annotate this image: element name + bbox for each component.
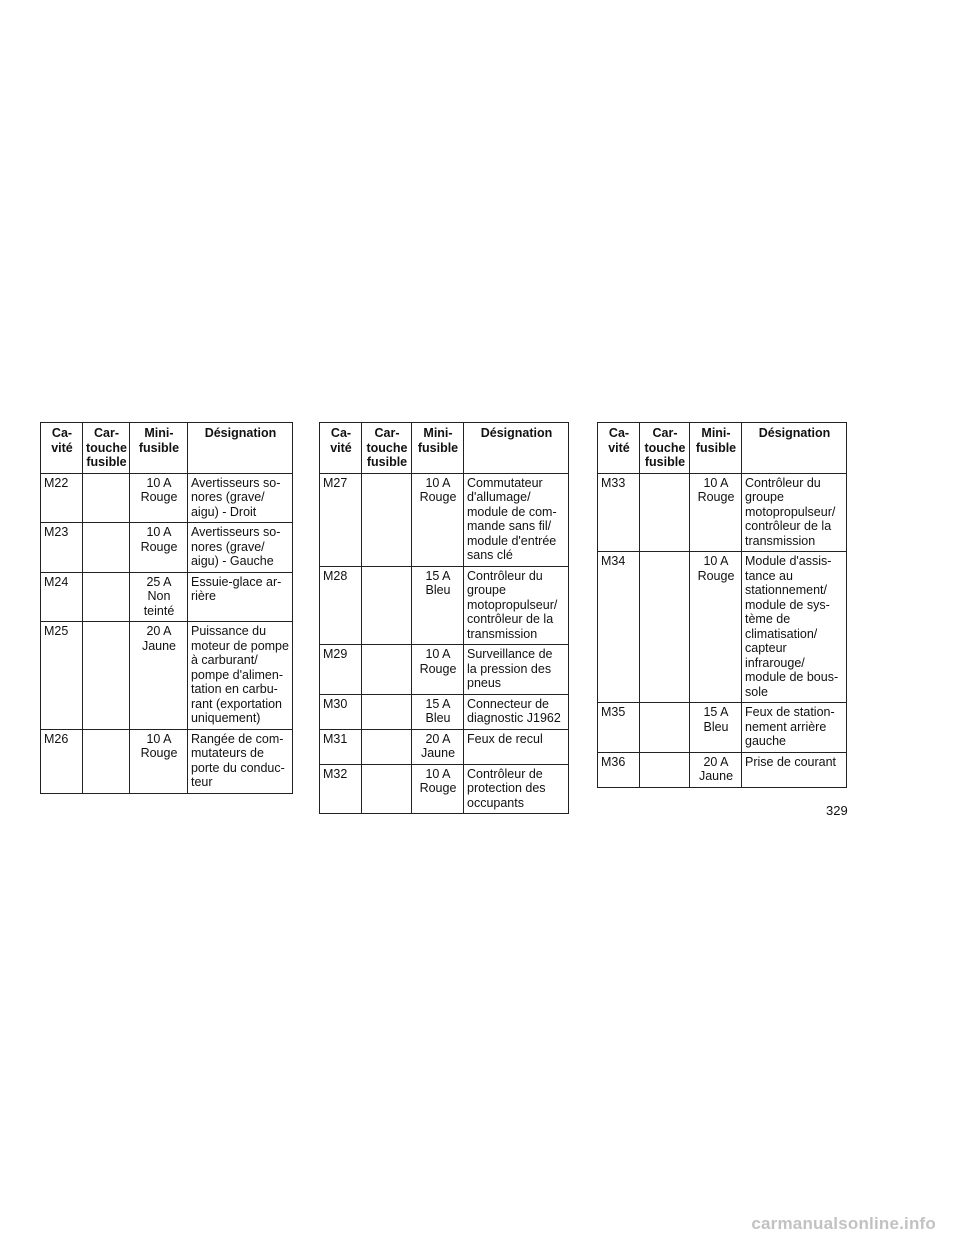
cell-mini: 10 A Rouge xyxy=(129,523,187,573)
page-number: 329 xyxy=(826,803,848,818)
cell-mini: 20 A Jaune xyxy=(129,622,187,730)
cell-cartridge xyxy=(640,703,690,753)
table-row xyxy=(598,752,847,787)
table-row xyxy=(41,729,293,793)
header-cartridge-fuse: Car- touche fusible xyxy=(83,423,130,474)
cell-cartridge xyxy=(362,566,412,645)
cell-designation: Feux de station- nement arrière gauche xyxy=(742,703,847,753)
header-cavity: Ca- vité xyxy=(320,423,362,474)
header-mini-fuse: Mini- fusible xyxy=(129,423,187,474)
cell-mini: 10 A Rouge xyxy=(412,473,464,566)
table-row xyxy=(598,473,847,552)
cell-mini: 10 A Rouge xyxy=(129,729,187,793)
cell-cavity: M25 xyxy=(41,622,83,730)
fuse-table-1 xyxy=(40,422,293,794)
header-mini-fuse: Mini- fusible xyxy=(690,423,742,474)
cell-cavity: M28 xyxy=(320,566,362,645)
cell-cartridge xyxy=(83,473,130,523)
cell-designation: Prise de courant xyxy=(742,752,847,787)
cell-mini: 15 A Bleu xyxy=(690,703,742,753)
table-row xyxy=(41,473,293,523)
header-cartridge-fuse: Car- touche fusible xyxy=(362,423,412,474)
cell-mini: 10 A Rouge xyxy=(690,473,742,552)
cell-cavity: M30 xyxy=(320,694,362,729)
cell-designation: Module d'assis- tance au stationnement/ module de sys- tème de climatisation/ capteur infrarouge/ module de bous- sole xyxy=(742,552,847,703)
cell-designation: Feux de recul xyxy=(464,729,569,764)
cell-mini: 10 A Rouge xyxy=(129,473,187,523)
cell-designation: Avertisseurs so- nores (grave/ aigu) - Droit xyxy=(187,473,292,523)
cell-designation: Essuie-glace ar- rière xyxy=(187,572,292,622)
cell-cavity: M34 xyxy=(598,552,640,703)
cell-designation: Puissance du moteur de pompe à carburant/ pompe d'alimen- tation en carbu- rant (exportation uniquement) xyxy=(187,622,292,730)
cell-cavity: M33 xyxy=(598,473,640,552)
header-mini-fuse: Mini- fusible xyxy=(412,423,464,474)
cell-mini: 20 A Jaune xyxy=(412,729,464,764)
table-row xyxy=(41,523,293,573)
cell-designation: Contrôleur de protection des occupants xyxy=(464,764,569,814)
cell-cavity: M31 xyxy=(320,729,362,764)
header-cavity: Ca- vité xyxy=(41,423,83,474)
cell-cavity: M35 xyxy=(598,703,640,753)
cell-mini: 10 A Rouge xyxy=(412,645,464,695)
cell-cavity: M27 xyxy=(320,473,362,566)
header-designation: Désignation xyxy=(464,423,569,474)
cell-cartridge xyxy=(640,752,690,787)
table-header-row xyxy=(41,423,293,474)
table-header-row xyxy=(598,423,847,474)
cell-cartridge xyxy=(362,645,412,695)
cell-cavity: M32 xyxy=(320,764,362,814)
table-row xyxy=(598,552,847,703)
cell-cartridge xyxy=(83,572,130,622)
cell-mini: 15 A Bleu xyxy=(412,566,464,645)
table-row xyxy=(320,764,569,814)
cell-cavity: M22 xyxy=(41,473,83,523)
header-cartridge-fuse: Car- touche fusible xyxy=(640,423,690,474)
cell-cavity: M26 xyxy=(41,729,83,793)
cell-cartridge xyxy=(362,729,412,764)
cell-cavity: M36 xyxy=(598,752,640,787)
table-row xyxy=(41,572,293,622)
fuse-table-3 xyxy=(597,422,847,788)
table-row xyxy=(320,729,569,764)
header-cavity: Ca- vité xyxy=(598,423,640,474)
cell-designation: Surveillance de la pression des pneus xyxy=(464,645,569,695)
cell-cartridge xyxy=(362,764,412,814)
fuse-table-2 xyxy=(319,422,569,814)
cell-cartridge xyxy=(640,552,690,703)
cell-mini: 15 A Bleu xyxy=(412,694,464,729)
table-row xyxy=(320,473,569,566)
cell-cartridge xyxy=(83,523,130,573)
cell-mini: 10 A Rouge xyxy=(690,552,742,703)
cell-cavity: M23 xyxy=(41,523,83,573)
cell-cartridge xyxy=(640,473,690,552)
table-row xyxy=(598,703,847,753)
cell-cartridge xyxy=(362,694,412,729)
cell-mini: 20 A Jaune xyxy=(690,752,742,787)
table-row xyxy=(320,566,569,645)
cell-designation: Connecteur de diagnostic J1962 xyxy=(464,694,569,729)
table-row xyxy=(320,645,569,695)
table-row xyxy=(320,694,569,729)
watermark: carmanualsonline.info xyxy=(751,1214,936,1233)
cell-cavity: M24 xyxy=(41,572,83,622)
header-designation: Désignation xyxy=(742,423,847,474)
cell-designation: Contrôleur du groupe motopropulseur/ contrôleur de la transmission xyxy=(464,566,569,645)
table-row xyxy=(41,622,293,730)
cell-cartridge xyxy=(83,622,130,730)
cell-cartridge xyxy=(83,729,130,793)
table-header-row xyxy=(320,423,569,474)
header-designation: Désignation xyxy=(187,423,292,474)
cell-designation: Contrôleur du groupe motopropulseur/ contrôleur de la transmission xyxy=(742,473,847,552)
cell-designation: Commutateur d'allumage/ module de com- mande sans fil/ module d'entrée sans clé xyxy=(464,473,569,566)
cell-designation: Rangée de com- mutateurs de porte du conduc- teur xyxy=(187,729,292,793)
cell-designation: Avertisseurs so- nores (grave/ aigu) - Gauche xyxy=(187,523,292,573)
cell-mini: 25 A Non teinté xyxy=(129,572,187,622)
cell-mini: 10 A Rouge xyxy=(412,764,464,814)
cell-cartridge xyxy=(362,473,412,566)
cell-cavity: M29 xyxy=(320,645,362,695)
